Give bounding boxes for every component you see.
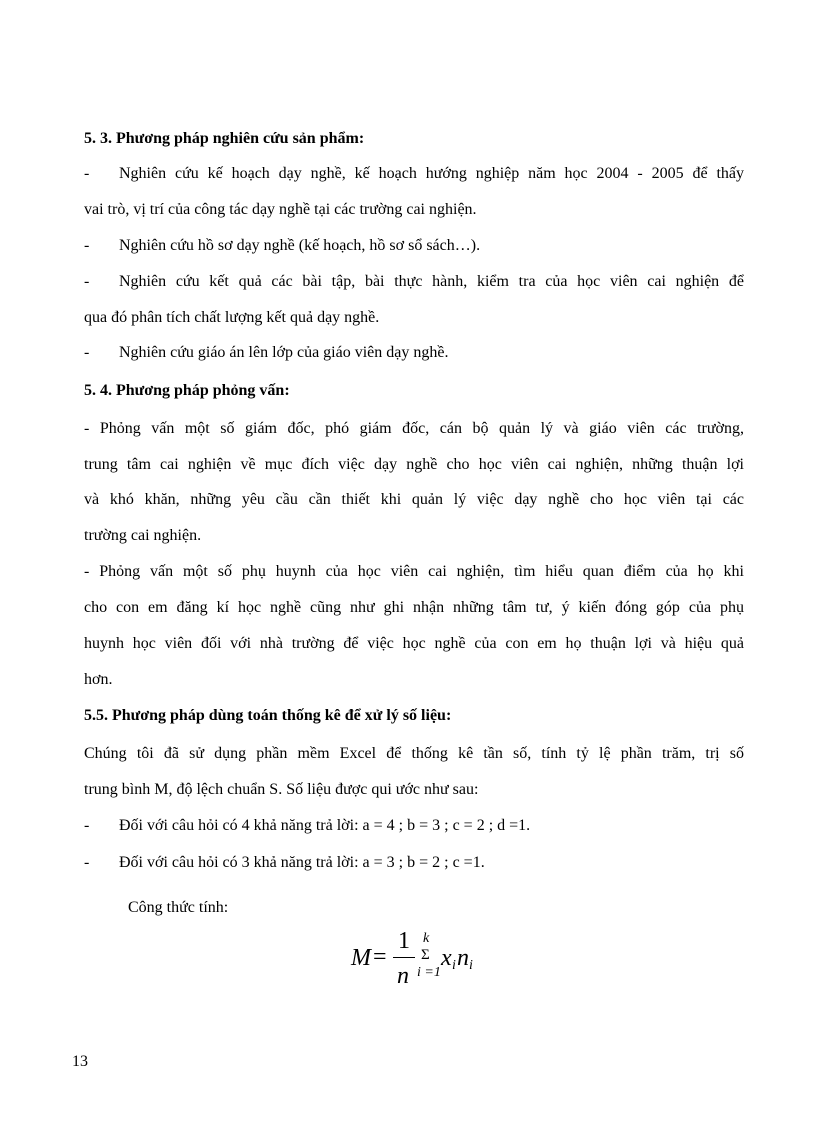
formula-denominator: n <box>397 963 409 989</box>
list-dash: - <box>84 273 90 290</box>
page-number: 13 <box>72 1053 88 1070</box>
mean-formula <box>345 925 495 995</box>
list-dash: - <box>84 344 90 361</box>
list-item-text: Nghiên cứu kế hoạch dạy nghề, kế hoạch hướng nghiệp năm học 2004 - 2005 để thấy <box>119 165 744 182</box>
section-heading-5-3: 5. 3. Phương pháp nghiên cứu sản phẩm: <box>84 130 365 147</box>
list-dash: - <box>84 237 90 254</box>
paragraph-line: - Phỏng vấn một số phụ huynh của học viên cai nghiện, tìm hiểu quan điểm của họ khi <box>84 563 744 580</box>
list-item <box>84 272 744 292</box>
list-item-continuation: vai trò, vị trí của công tác dạy nghề tại các trường cai nghiện. <box>84 201 477 218</box>
paragraph-line: trường cai nghiện. <box>84 527 202 544</box>
list-item-text: Đối với câu hỏi có 3 khả năng trả lời: a = 3 ; b = 2 ; c =1. <box>119 854 485 871</box>
list-item <box>84 236 744 256</box>
fraction-bar <box>393 957 415 958</box>
list-item <box>84 853 744 873</box>
paragraph-line: - Phỏng vấn một số giám đốc, phó giám đốc, cán bộ quản lý và giáo viên các trường, <box>84 420 744 437</box>
paragraph-line: hơn. <box>84 671 113 688</box>
section-heading-5-5: 5.5. Phương pháp dùng toán thống kê để xử lý số liệu: <box>84 707 452 724</box>
formula-x: x <box>441 945 452 971</box>
list-item <box>84 164 744 184</box>
list-item-continuation: qua đó phân tích chất lượng kết quả dạy nghề. <box>84 309 380 326</box>
list-item-text: Đối với câu hỏi có 4 khả năng trả lời: a = 4 ; b = 3 ; c = 2 ; d =1. <box>119 817 531 834</box>
list-item-text: Nghiên cứu hồ sơ dạy nghề (kế hoạch, hồ sơ sổ sách…). <box>119 237 481 254</box>
formula-equals: = <box>373 944 387 970</box>
list-item <box>84 343 744 363</box>
paragraph-line: và khó khăn, những yêu cầu cần thiết khi quản lý việc dạy nghề cho học viên tại các <box>84 491 744 508</box>
paragraph-line: trung tâm cai nghiện về mục đích việc dạy nghề cho học viên cai nghiện, những thuận lợi <box>84 456 744 473</box>
list-dash: - <box>84 817 90 834</box>
section-heading-5-4: 5. 4. Phương pháp phỏng vấn: <box>84 382 290 399</box>
paragraph-line: huynh học viên đối với nhà trường để việc học nghề của con em họ thuận lợi và hiệu quả <box>84 635 744 652</box>
sigma-symbol: Σ <box>421 947 430 963</box>
list-item-text: Nghiên cứu kết quả các bài tập, bài thực hành, kiểm tra của học viên cai nghiện để <box>119 273 744 290</box>
sum-lower-limit: i =1 <box>417 965 441 980</box>
paragraph-line: cho con em đăng kí học nghề cũng như ghi nhận những tâm tư, ý kiến đóng góp của phụ <box>84 599 744 616</box>
list-item <box>84 816 744 836</box>
paragraph-line: Chúng tôi đã sử dụng phần mềm Excel để thống kê tần số, tính tỷ lệ phần trăm, trị số <box>84 745 744 762</box>
formula-lhs: M <box>351 945 371 971</box>
list-dash: - <box>84 165 90 182</box>
formula-x-subscript: i <box>452 958 456 973</box>
sum-upper-limit: k <box>423 931 430 946</box>
list-dash: - <box>84 854 90 871</box>
list-item-text: Nghiên cứu giáo án lên lớp của giáo viên dạy nghề. <box>119 344 449 361</box>
formula-label: Công thức tính: <box>128 899 229 916</box>
formula-n-subscript: i <box>469 958 473 973</box>
paragraph-line: trung bình M, độ lệch chuẩn S. Số liệu được qui ước như sau: <box>84 781 479 798</box>
formula-numerator: 1 <box>398 928 410 954</box>
formula-n: n <box>457 945 469 971</box>
